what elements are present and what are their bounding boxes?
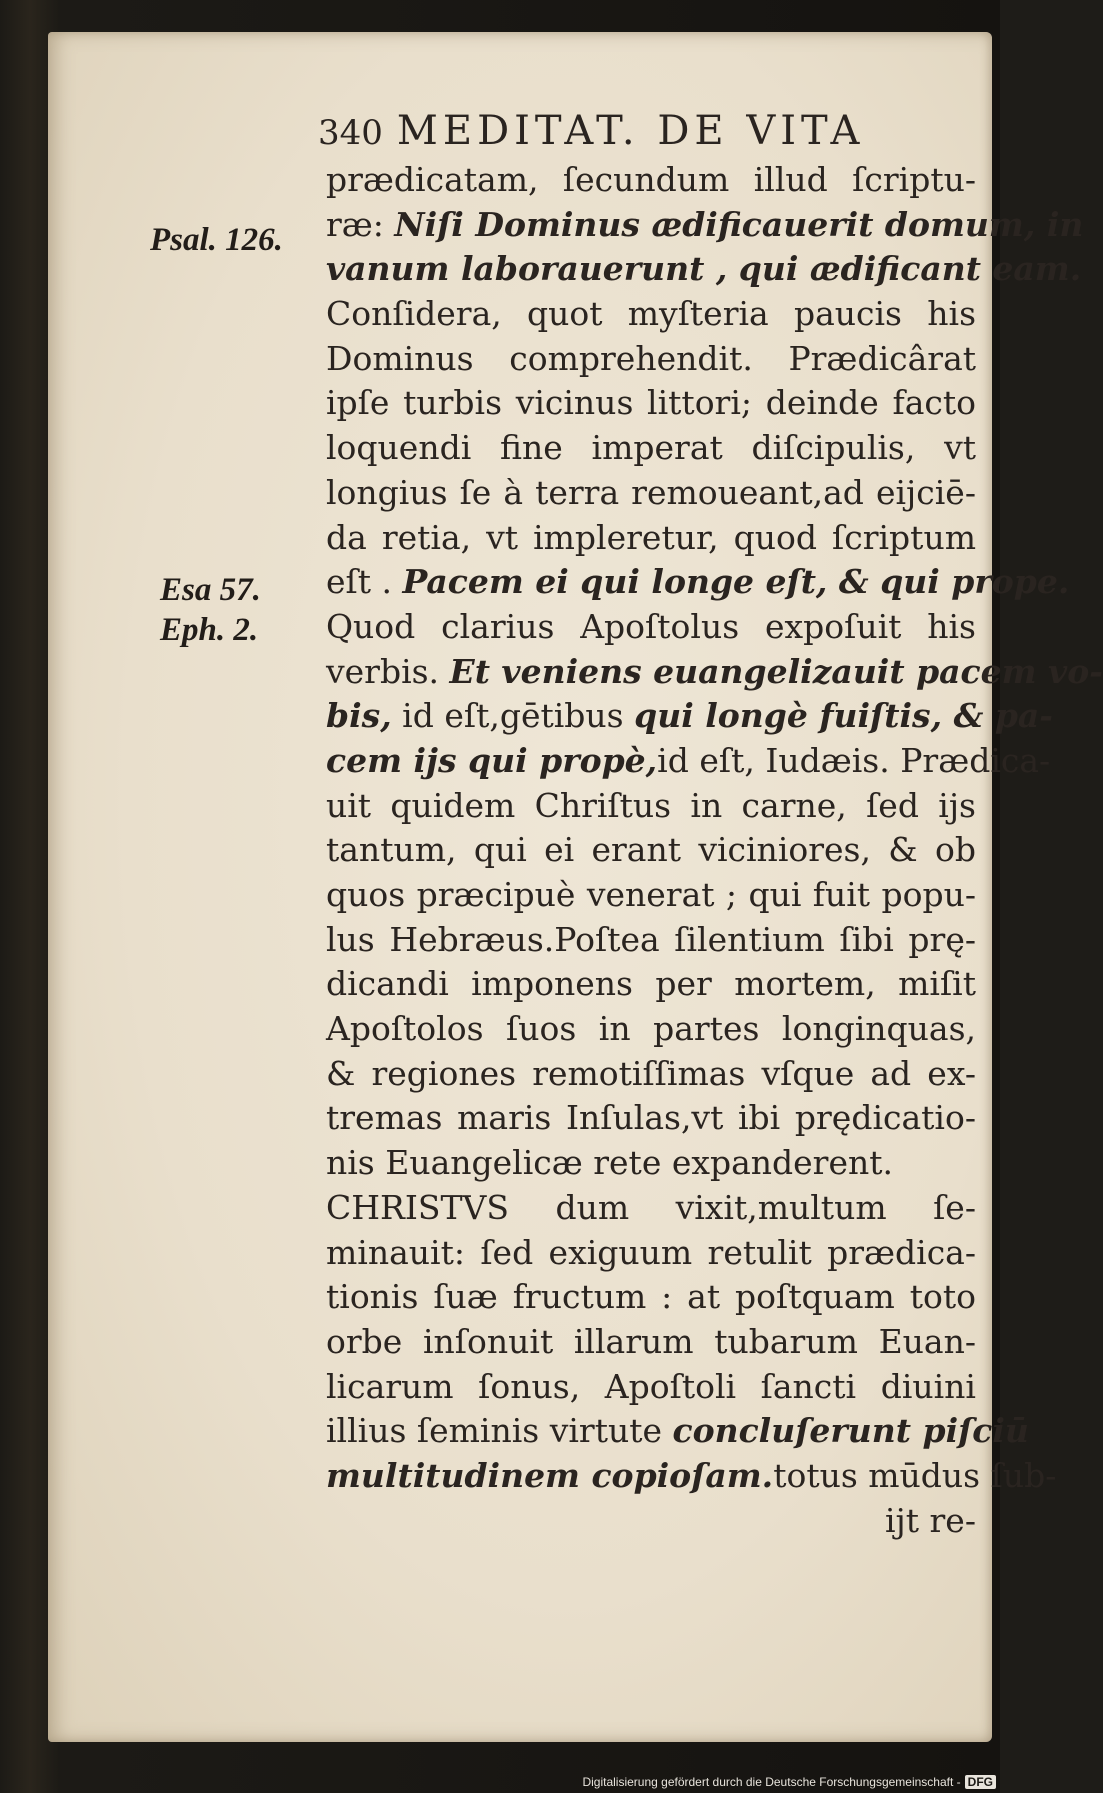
digitization-credit — [582, 1775, 996, 1789]
italic-quote: concluſerunt piſciū — [672, 1411, 1029, 1451]
text-line — [326, 784, 976, 829]
text-segment: tantum, qui ei erant viciniores, & ob — [326, 830, 976, 870]
text-line — [326, 1096, 976, 1141]
text-line — [326, 1007, 976, 1052]
text-line — [326, 337, 976, 382]
body-text — [326, 158, 1103, 1543]
text-line — [326, 873, 976, 918]
text-segment: tionis ſuæ fructum : at poſtquam toto — [326, 1277, 976, 1317]
text-segment: da retia, vt impleretur, quod ſcriptum — [326, 517, 976, 557]
dfg-logo: DFG — [965, 1775, 996, 1789]
running-title: MEDITAT. DE VITA — [396, 108, 865, 154]
text-segment: lus Hebræus.Poſtea ſilentium ſibi prę- — [326, 919, 976, 959]
text-line — [326, 828, 976, 873]
text-line — [326, 158, 976, 203]
margin-note: Psal. 126. — [150, 222, 283, 258]
text-segment: CHRISTVS dum vixit,multum ſe- — [326, 1187, 976, 1227]
text-segment: uit quidem Chriſtus in carne, ſed ijs — [326, 785, 976, 825]
text-line — [326, 1052, 976, 1097]
text-line — [326, 1275, 976, 1320]
text-segment: Dominus comprehendit. Prædicârat — [326, 338, 976, 378]
text-segment: illius ſeminis virtute — [326, 1411, 673, 1451]
running-header — [318, 108, 864, 154]
text-line — [326, 1499, 976, 1544]
text-segment: Conſidera, quot myſteria paucis his — [326, 294, 976, 334]
text-line — [326, 1186, 976, 1231]
margin-note: Esa 57. — [160, 572, 261, 608]
text-line — [326, 203, 1084, 248]
text-segment: eſt . — [326, 562, 403, 602]
text-line — [326, 694, 1054, 739]
italic-quote: Niſi Dominus ædificauerit domum, in — [394, 204, 1084, 244]
text-segment: tremas maris Inſulas,vt ibi prędicatio- — [326, 1098, 976, 1138]
italic-quote: cem ijs qui propè, — [326, 740, 658, 780]
text-line — [326, 1231, 976, 1276]
text-line — [326, 560, 1070, 605]
text-segment: ipſe turbis vicinus littori; deinde facto — [326, 383, 976, 423]
text-line — [326, 1320, 976, 1365]
italic-quote: Pacem ei qui longe eſt, & qui prope. — [402, 562, 1070, 602]
text-line — [326, 247, 1082, 292]
text-line — [326, 516, 976, 561]
text-line — [326, 962, 976, 1007]
text-segment: dicandi imponens per mortem, miſit — [326, 964, 976, 1004]
text-line — [326, 471, 976, 516]
text-line — [326, 918, 976, 963]
text-segment: longius ſe à terra remoueant,ad eijciē- — [326, 472, 976, 512]
text-line — [326, 605, 976, 650]
italic-quote: vanum laborauerunt , qui ædificant eam. — [326, 249, 1082, 289]
text-segment: id eſt,gētibus — [391, 696, 635, 736]
text-line — [326, 1454, 1057, 1499]
text-segment: verbis. — [326, 651, 450, 691]
margin-note: Eph. 2. — [160, 612, 259, 648]
italic-quote: qui longè fuiſtis, & pa- — [634, 696, 1054, 736]
text-segment: nis Euangelicæ rete expanderent. — [326, 1143, 893, 1183]
text-line — [326, 292, 976, 337]
text-segment: Apoſtolos ſuos in partes longinquas, — [326, 1009, 976, 1049]
text-segment: minauit: ſed exiguum retulit prædica- — [326, 1232, 976, 1272]
text-segment: totus mūdus ſub- — [773, 1455, 1057, 1495]
italic-quote: Et veniens euangelizauit pacem vo- — [449, 651, 1103, 691]
italic-quote: bis, — [326, 696, 392, 736]
credit-text: Digitalisierung gefördert durch die Deutsche Forschungsgemeinschaft - — [582, 1775, 961, 1789]
text-line — [326, 426, 976, 471]
text-segment: loquendi fine imperat diſcipulis, vt — [326, 428, 976, 468]
text-segment: licarum ſonus, Apoſtoli ſancti diuini — [326, 1366, 976, 1406]
text-line — [326, 1409, 1029, 1454]
text-line — [326, 650, 1103, 695]
text-line — [326, 1365, 976, 1410]
text-line — [326, 739, 1051, 784]
text-segment: prædicatam, ſecundum illud ſcriptu- — [326, 160, 976, 199]
text-segment: Quod clarius Apoſtolus expoſuit his — [326, 606, 976, 646]
text-segment: & regiones remotiſſimas vſque ad ex- — [326, 1053, 976, 1093]
text-line — [326, 1141, 976, 1186]
text-segment: id eſt, Iudæis. Prædica- — [657, 740, 1051, 780]
italic-quote: multitudinem copioſam. — [326, 1455, 774, 1495]
text-segment: ræ: — [326, 204, 395, 244]
text-segment: ijt re- — [885, 1500, 976, 1540]
text-segment: quos præcipuè venerat ; qui fuit popu- — [326, 875, 976, 914]
page-number: 340 — [318, 113, 383, 153]
text-segment: orbe inſonuit illarum tubarum Euan- — [326, 1321, 976, 1361]
text-line — [326, 381, 976, 426]
